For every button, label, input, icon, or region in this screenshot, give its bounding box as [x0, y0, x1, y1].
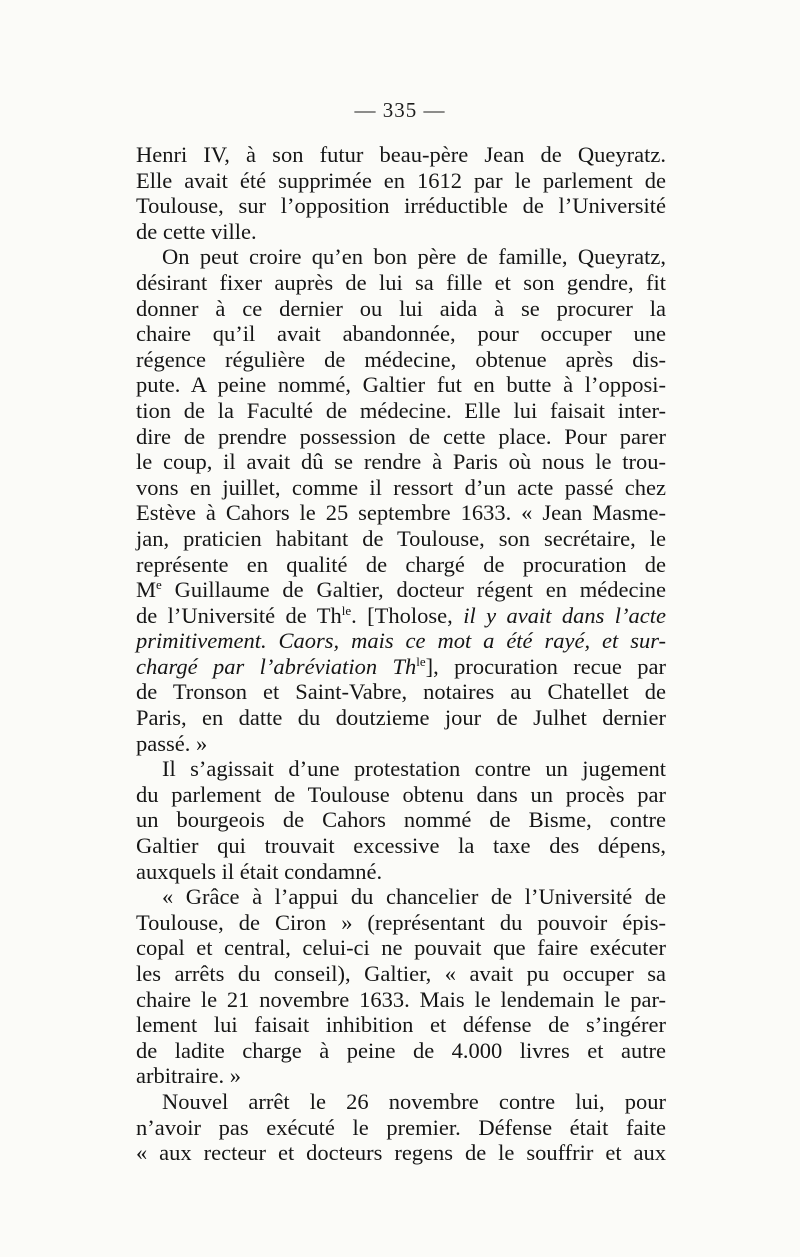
text-run: On peut croire qu’en bon père de famille, Queyratz,: [162, 244, 666, 270]
text-line: [136, 1038, 666, 1064]
text-run: lement lui faisait inhibition et défense de s’ingérer: [136, 1012, 666, 1038]
text-run: . [Tholose,: [351, 602, 464, 628]
text-run: primitivement. Caors, mais ce mot a été rayé, et sur-: [136, 628, 666, 654]
text-line: [136, 244, 666, 270]
text-run: il y avait dans l’acte: [463, 602, 667, 628]
text-line: [136, 961, 666, 987]
text-run: chaire qu’il avait abandonnée, pour occuper une: [136, 321, 666, 347]
text-line: [136, 705, 666, 731]
page-number: — 335 —: [354, 98, 446, 122]
text-line: [136, 654, 666, 680]
text-run: dire de prendre possession de cette place. Pour parer: [136, 423, 666, 449]
text-line: [136, 1115, 666, 1141]
text-line: [136, 1012, 666, 1038]
text-line: [136, 935, 666, 961]
text-run: de l’Université de Th: [136, 602, 342, 628]
text-run: régence régulière de médecine, obtenue après dis-: [136, 346, 666, 372]
text-line: [136, 347, 666, 373]
superscript: le: [416, 653, 426, 669]
text-run: Henri IV, à son futur beau-père Jean de Queyratz.: [136, 142, 666, 167]
text-line: [136, 756, 666, 782]
text-line: [136, 782, 666, 808]
text-line: [136, 296, 666, 322]
text-line: [136, 833, 666, 859]
text-run: chargé par l’abréviation Th: [136, 653, 417, 679]
text-line: [136, 372, 666, 398]
text-line: [136, 193, 666, 219]
text-run: pute. A peine nommé, Galtier fut en butte à l’opposi-: [136, 372, 666, 398]
text-run: de cette ville.: [136, 218, 257, 244]
text-run: représente en qualité de chargé de procuration de: [136, 551, 666, 577]
text-line: [136, 679, 666, 705]
text-line: [136, 577, 666, 603]
text-run: chaire le 21 novembre 1633. Mais le lendemain le par-: [136, 986, 666, 1012]
body-text: [136, 142, 666, 1166]
text-run: M: [136, 577, 157, 603]
text-run: « Grâce à l’appui du chancelier de l’Université de: [162, 884, 666, 910]
text-line: [136, 628, 666, 654]
text-line: [136, 1140, 666, 1166]
text-run: Toulouse, sur l’opposition irréductible de l’Université: [136, 193, 666, 219]
text-run: de ladite charge à peine de 4.000 livres et autre: [136, 1037, 666, 1063]
text-line: [136, 807, 666, 833]
text-line: [136, 859, 666, 885]
text-run: désirant fixer auprès de lui sa fille et son gendre, fit: [136, 269, 666, 295]
text-line: [136, 500, 666, 526]
text-run: copal et central, celui-ci ne pouvait que faire exécuter: [136, 935, 666, 961]
text-run: le coup, il avait dû se rendre à Paris où nous le trou-: [136, 449, 666, 475]
text-line: [136, 219, 666, 245]
text-run: ], procuration recue par: [425, 653, 667, 679]
text-run: Estève à Cahors le 25 septembre 1633. « Jean Masme-: [136, 500, 666, 526]
text-run: Guillaume de Galtier, docteur régent en médecine: [161, 577, 666, 603]
text-line: [136, 731, 666, 757]
text-line: [136, 526, 666, 552]
text-run: donner à ce dernier ou lui aida à se procurer la: [136, 295, 666, 321]
text-run: arbitraire. »: [136, 1063, 241, 1089]
text-line: [136, 321, 666, 347]
text-run: un bourgeois de Cahors nommé de Bisme, contre: [136, 807, 666, 833]
text-run: auxquels il était condamné.: [136, 858, 383, 884]
text-run: Nouvel arrêt le 26 novembre contre lui, pour: [162, 1088, 666, 1114]
text-run: les arrêts du conseil), Galtier, « avait pu occuper sa: [136, 961, 666, 986]
text-run: tion de la Faculté de médecine. Elle lui faisait inter-: [136, 397, 666, 423]
text-line: [136, 398, 666, 424]
text-line: [136, 1063, 666, 1089]
text-line: [136, 884, 666, 910]
text-run: « aux recteur et docteurs regens de le souffrir et aux: [136, 1140, 666, 1166]
text-run: Galtier qui trouvait excessive la taxe des dépens,: [136, 833, 666, 859]
text-line: [136, 603, 666, 629]
text-line: [136, 552, 666, 578]
text-run: Elle avait été supprimée en 1612 par le parlement de: [136, 167, 666, 193]
text-run: Paris, en datte du doutzieme jour de Julhet dernier: [136, 705, 666, 731]
superscript: e: [156, 577, 162, 593]
text-line: [136, 270, 666, 296]
text-line: [136, 142, 666, 168]
text-run: vons en juillet, comme il ressort d’un acte passé chez: [136, 474, 666, 500]
text-run: n’avoir pas exécuté le premier. Défense était faite: [136, 1114, 666, 1140]
text-line: [136, 475, 666, 501]
text-line: [136, 449, 666, 475]
text-line: [136, 424, 666, 450]
text-run: du parlement de Toulouse obtenu dans un procès par: [136, 781, 666, 807]
superscript: le: [341, 602, 352, 618]
text-line: [136, 987, 666, 1013]
text-run: Il s’agissait d’une protestation contre un jugement: [162, 756, 666, 782]
text-run: passé. »: [136, 730, 208, 756]
text-run: Toulouse, de Ciron » (représentant du pouvoir épis-: [136, 909, 666, 935]
text-run: jan, praticien habitant de Toulouse, son secrétaire, le: [136, 525, 666, 551]
text-line: [136, 910, 666, 936]
text-line: [136, 1089, 666, 1115]
text-line: [136, 168, 666, 194]
text-run: de Tronson et Saint-Vabre, notaires au Chatellet de: [136, 679, 666, 705]
